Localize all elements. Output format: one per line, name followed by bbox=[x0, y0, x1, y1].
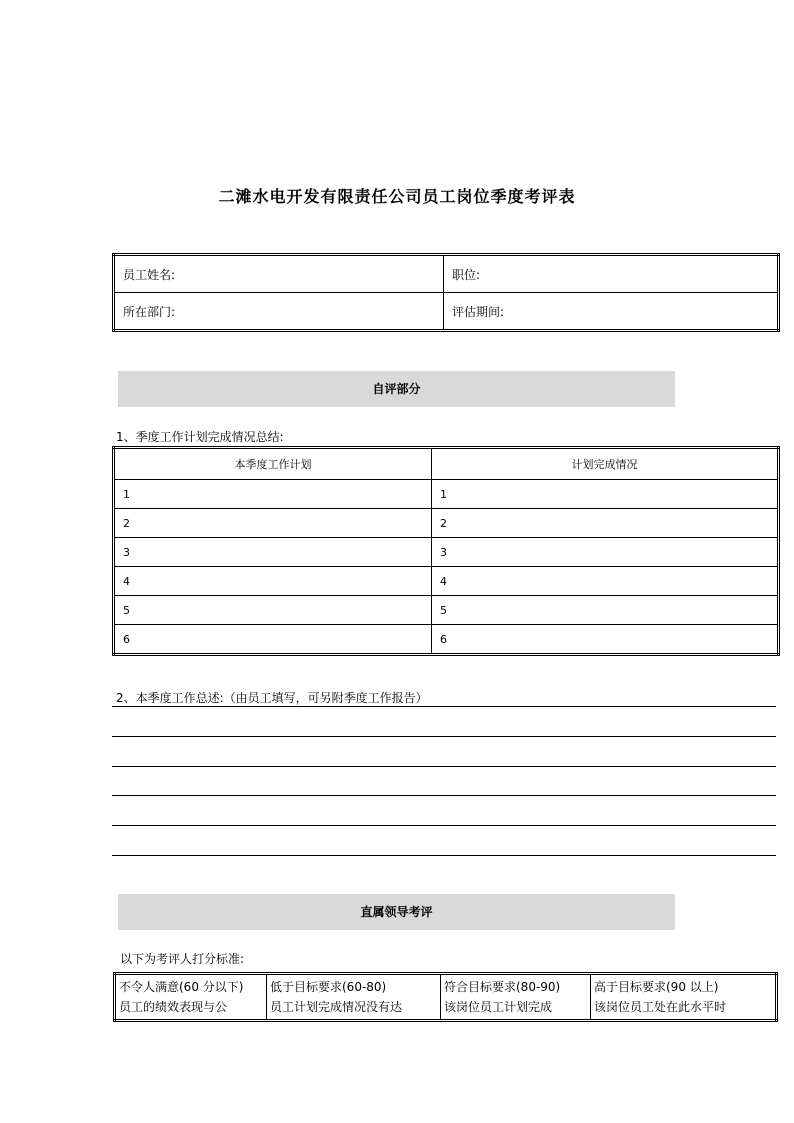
table-row bbox=[114, 509, 779, 538]
table-row bbox=[114, 625, 779, 655]
status-cell[interactable]: 5 bbox=[432, 596, 779, 625]
supervisor-section-header: 直属领导考评 bbox=[118, 894, 675, 930]
criteria-heading: 低于目标要求(60-80) bbox=[270, 980, 387, 994]
criteria-description: 员工的绩效表现与公 bbox=[119, 1000, 228, 1014]
status-cell[interactable]: 6 bbox=[432, 625, 779, 655]
position-field[interactable] bbox=[444, 255, 779, 293]
criteria-heading: 不令人满意(60 分以下) bbox=[119, 980, 244, 994]
q1-label: 1、季度工作计划完成情况总结: bbox=[116, 430, 284, 444]
quarter-plan-table bbox=[112, 446, 780, 656]
employee-info-table bbox=[112, 253, 780, 332]
criteria-heading: 高于目标要求(90 以上) bbox=[594, 980, 719, 994]
criteria-cell-above-target bbox=[591, 974, 777, 1021]
writing-line[interactable] bbox=[112, 855, 776, 856]
plan-cell[interactable]: 4 bbox=[114, 567, 432, 596]
table-row bbox=[114, 538, 779, 567]
period-field[interactable] bbox=[444, 293, 779, 331]
status-column-header: 计划完成情况 bbox=[432, 448, 779, 480]
plan-cell[interactable]: 6 bbox=[114, 625, 432, 655]
table-row bbox=[114, 567, 779, 596]
status-cell[interactable]: 3 bbox=[432, 538, 779, 567]
status-cell[interactable]: 1 bbox=[432, 480, 779, 509]
criteria-heading: 符合目标要求(80-90) bbox=[444, 980, 561, 994]
plan-cell[interactable]: 1 bbox=[114, 480, 432, 509]
status-cell[interactable]: 2 bbox=[432, 509, 779, 538]
table-row bbox=[114, 480, 779, 509]
position-label: 职位: bbox=[452, 267, 481, 282]
self-eval-section-header: 自评部分 bbox=[118, 371, 675, 407]
department-field[interactable] bbox=[114, 293, 444, 331]
writing-line[interactable] bbox=[112, 706, 776, 707]
table-row bbox=[114, 596, 779, 625]
q2-label: 2、本季度工作总述:（由员工填写，可另附季度工作报告） bbox=[116, 691, 428, 705]
criteria-cell-below-target bbox=[267, 974, 441, 1021]
plan-cell[interactable]: 3 bbox=[114, 538, 432, 567]
criteria-description: 该岗位员工计划完成 bbox=[444, 1000, 553, 1014]
criteria-description: 员工计划完成情况没有达 bbox=[270, 1000, 403, 1014]
scoring-criteria-table bbox=[113, 972, 778, 1022]
writing-line[interactable] bbox=[112, 766, 776, 767]
writing-line[interactable] bbox=[112, 795, 776, 796]
criteria-label: 以下为考评人打分标准: bbox=[120, 952, 245, 966]
plan-column-header: 本季度工作计划 bbox=[114, 448, 432, 480]
criteria-description: 该岗位员工处在此水平时 bbox=[594, 1000, 727, 1014]
status-cell[interactable]: 4 bbox=[432, 567, 779, 596]
period-label: 评估期间: bbox=[452, 304, 505, 319]
writing-line[interactable] bbox=[112, 736, 776, 737]
plan-cell[interactable]: 5 bbox=[114, 596, 432, 625]
criteria-cell-unsatisfactory bbox=[115, 974, 267, 1021]
department-label: 所在部门: bbox=[123, 304, 176, 319]
plan-cell[interactable]: 2 bbox=[114, 509, 432, 538]
writing-line[interactable] bbox=[112, 825, 776, 826]
employee-name-field[interactable] bbox=[114, 255, 444, 293]
criteria-cell-meets-target bbox=[441, 974, 591, 1021]
employee-name-label: 员工姓名: bbox=[123, 267, 176, 282]
page-title: 二滩水电开发有限责任公司员工岗位季度考评表 bbox=[218, 187, 576, 206]
